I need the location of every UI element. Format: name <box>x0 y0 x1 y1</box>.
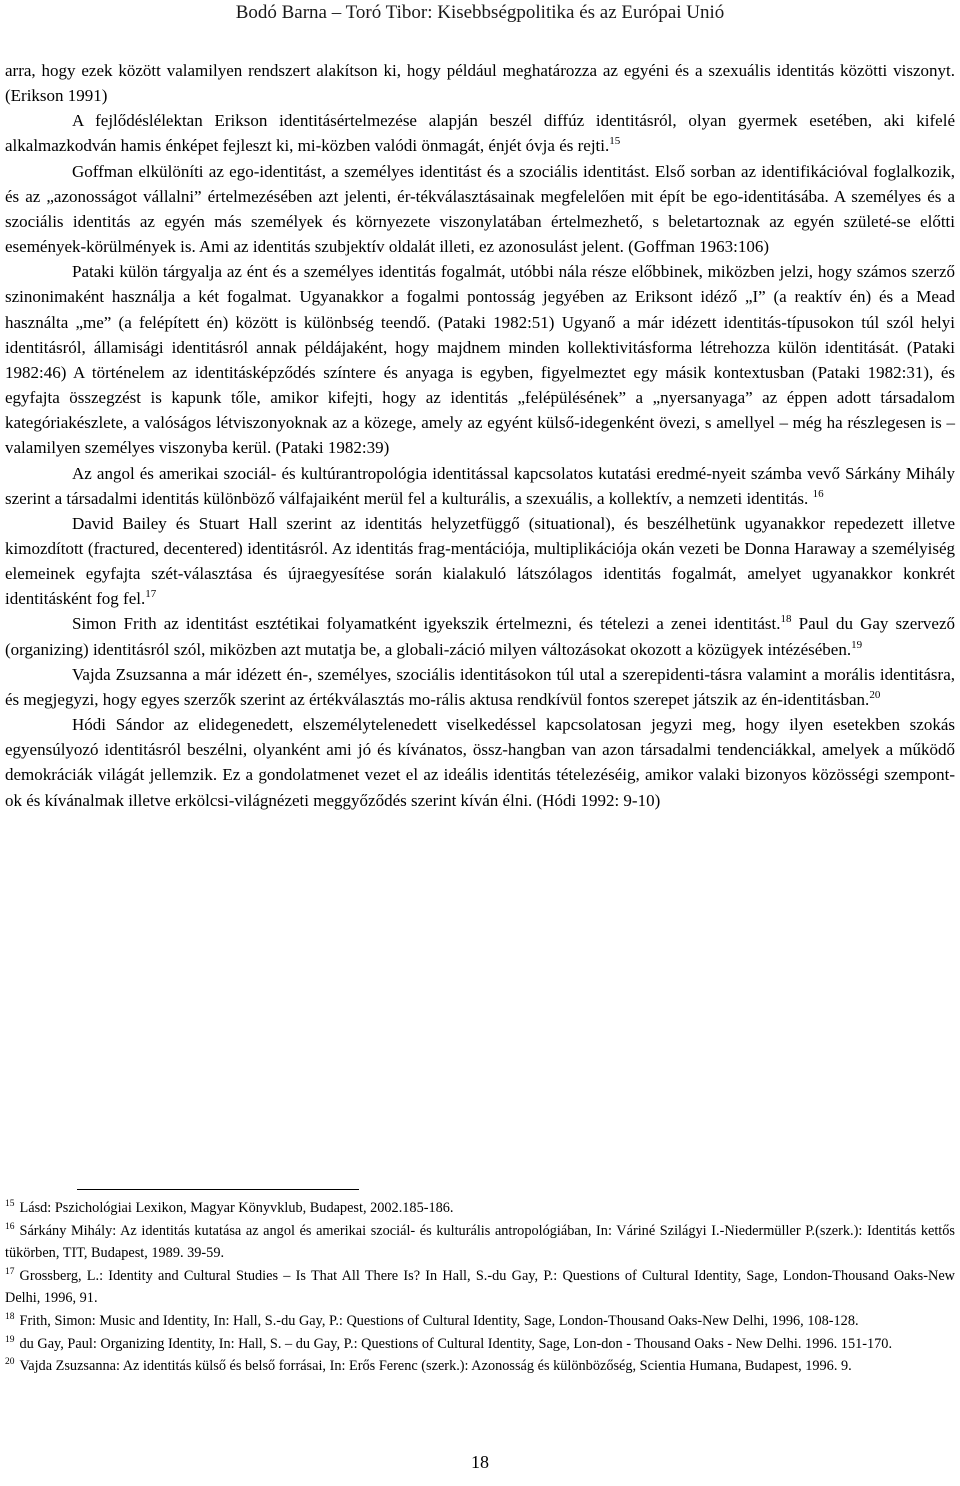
footnote-number: 15 <box>5 1199 15 1209</box>
paragraph-8 <box>5 662 955 712</box>
footnote-ref-15[interactable]: 15 <box>609 135 621 148</box>
paragraph-6-text: David Bailey és Stuart Hall szerint az identitás helyzetfüggő (situational), és beszélhetünk ugyanakkor repedezett illetve kimozdított (fractured, decentered) identitásról. Az identitás frag-mentációja, multiplikációja okán vezeti be Donna Haraway a személyiség elemeinek egyfajta szét-választása és újraegyesítése során kialakuló látszólagos identitás fogalmát, amelyet ugyanakkor konkrét identitásként fog fel. <box>5 513 955 609</box>
paragraph-2 <box>5 108 955 158</box>
paragraph-1: arra, hogy ezek között valamilyen rendszert alakítson ki, hogy például meghatározza az egyéni és a szexuális identitás közötti viszonyt. (Erikson 1991) <box>5 61 955 106</box>
footnote-separator <box>77 1189 359 1190</box>
paragraph-4: Pataki külön tárgyalja az ént és a személyes identitás fogalmát, utóbbi nála része előbbinek, miközben jelzi, hogy számos szerző szinonimaként használja a két fogalmat. Ugyanakkor a fogalmi pontosság jegyében az Eriksont idéző „I” (a reaktív én) és a Mead használta „me” (a felépített én) között is különbség teendő. (Pataki 1982:51) Ugyanő a már idézett identitás-típusokon túl szól helyi identitásról, államisági identitásról annak példájaként, hogy majdnem minden kollektivitásforma létrehozza külön identitását. (Pataki 1982:46) A történelem az identitásképződés színtere és anyaga is egyben, figyelmeztet egy másik kontextusban (Pataki 1982:31), és egyfajta összegzést is kapunk tőle, amikor kifejti, hogy az identitás „felépülésének” a „nyersanyaga” az éppen adott társadalom kategóriakészlete, a valóságos létviszonyoknak az a közege, amely az egyént külső-idegenként övezi, s amellyel – még ha részlegesen is – valamilyen személyes viszonyba kerül. (Pataki 1982:39) <box>5 262 955 458</box>
footnote-text: Grossberg, L.: Identity and Cultural Studies – Is That All There Is? In Hall, S.-du Gay, P.: Questions of Cultural Identity, Sage, London-Thousand Oaks-New Delhi, 1996, 91. <box>5 1267 955 1307</box>
footnotes <box>5 1197 955 1378</box>
paragraph-8-text: Vajda Zsuzsanna a már idézett én-, személyes, szociális identitásokon túl utal a szerepidenti-tásra valamint a morális identitásra, és megjegyzi, hogy egyes szerzők szerint az értékválasztás mo-rális aktusa rendkívül fontos szerepet játszik az én-identitásban. <box>5 664 955 709</box>
footnote-ref-20[interactable]: 20 <box>869 688 881 701</box>
footnote-text: Frith, Simon: Music and Identity, In: Hall, S.-du Gay, P.: Questions of Cultural Identity, Sage, London-Thousand Oaks-New Delhi, 1996, 108-128. <box>19 1312 859 1329</box>
footnote-ref-17[interactable]: 17 <box>145 588 157 601</box>
paragraph-5 <box>5 461 955 511</box>
footnote-15 <box>5 1197 955 1220</box>
paragraph-2-text: A fejlődéslélektan Erikson identitásértelmezése alapján beszél diffúz identitásról, olyan gyermek esetében, aki kifelé alkalmazkodván hamis énképet fejleszt ki, mi-közben valódi önmagát, énjét óvja és rejti. <box>5 111 955 156</box>
footnote-19 <box>5 1333 955 1356</box>
footnote-number: 19 <box>5 1334 15 1345</box>
paragraph-7 <box>5 611 955 661</box>
footnote-ref-19[interactable]: 19 <box>851 638 863 651</box>
footnote-number: 16 <box>5 1221 15 1232</box>
footnote-number: 20 <box>5 1357 15 1368</box>
footnote-ref-16[interactable]: 16 <box>812 487 824 500</box>
body-text <box>5 58 955 813</box>
footnote-ref-18[interactable]: 18 <box>780 613 792 626</box>
running-header: Bodó Barna – Toró Tibor: Kisebbségpolitika és az Európai Unió <box>235 2 725 23</box>
paragraph-9: Hódi Sándor az elidegenedett, elszemélytelenedett viselkedéssel kapcsolatosan jegyzi meg, hogy ilyen esetekben szokás egyensúlyozó identitásról beszélni, olyanként ami jó és kívánatos, össz-hangban van azon társadalmi tendenciákkal, amelyek a működő demokráciák világát jellemzik. Ez a gondolatmenet vezet el az ideális identitás tételezéséig, amikor valaki bizonyos közösségi szempont-ok és kívánalmak illetve erkölcsi-világnézeti meggyőződés szerint kíván élni. (Hódi 1992: 9-10) <box>5 715 955 810</box>
footnote-text: Sárkány Mihály: Az identitás kutatása az angol és amerikai szociál- és kulturális antropológiában, In: Váriné Szilágyi I.-Niedermüller P.(szerk.): Identitás kettős tükörben, TIT, Budapest, 1989. 39-59. <box>5 1222 955 1262</box>
footnote-number: 18 <box>5 1311 15 1322</box>
paragraph-3: Goffman elkülöníti az ego-identitást, a személyes identitást és a szociális identitást. Első sorban az identifikációval foglalkozik, és az „azonosságot vállalni” értelmezésében azt jelenti, ér-tékválasztásainak megfelelően mit épít be ego-identitásába. A személyes és a szociális identitás az egyén más személyek és környezete viszonylatában értelmezhető, s beletartoznak az egyén születé-se előtti események-körülmények is. Ami az identitás szubjektív oldalát illeti, ez azonosulást jelent. (Goffman 1963:106) <box>5 161 955 257</box>
footnote-text: du Gay, Paul: Organizing Identity, In: Hall, S. – du Gay, P.: Questions of Cultural Identity, Sage, Lon-don - Thousand Oaks - New Delhi. 1996. 151-170. <box>19 1335 893 1352</box>
footnote-20 <box>5 1355 955 1378</box>
page-number: 18 <box>471 1452 489 1472</box>
paragraph-6 <box>5 511 955 612</box>
footnote-17 <box>5 1265 955 1310</box>
footnote-text: Vajda Zsuzsanna: Az identitás külső és belső forrásai, In: Erős Ferenc (szerk.): Azonosság és különbözőség, Scientia Humana, Budapest, 1996. 9. <box>19 1358 852 1375</box>
footnote-16 <box>5 1220 955 1265</box>
paragraph-7b-text: Paul du Gay szervező (organizing) identitásról szól, miközben azt mutatja be, a globali-záció milyen változásokat okozott a közügyek intézésében. <box>5 614 955 659</box>
footnote-18 <box>5 1310 955 1333</box>
footnote-number: 17 <box>5 1266 15 1277</box>
paragraph-5-text: Az angol és amerikai szociál- és kultúrantropológia identitással kapcsolatos kutatási eredmé-nyeit számba vevő Sárkány Mihály szerint a társadalmi identitás különböző válfajaiként merül fel a kulturális, a szexuális, a kollektív, a nemzeti identitás. <box>5 463 955 508</box>
paragraph-7a-text: Simon Frith az identitást esztétikai folyamatként igyekszik értelmezni, és tételezi a zenei identitást. <box>72 614 781 634</box>
footnote-text: Lásd: Pszichológiai Lexikon, Magyar Könyvklub, Budapest, 2002.185-186. <box>19 1200 454 1216</box>
